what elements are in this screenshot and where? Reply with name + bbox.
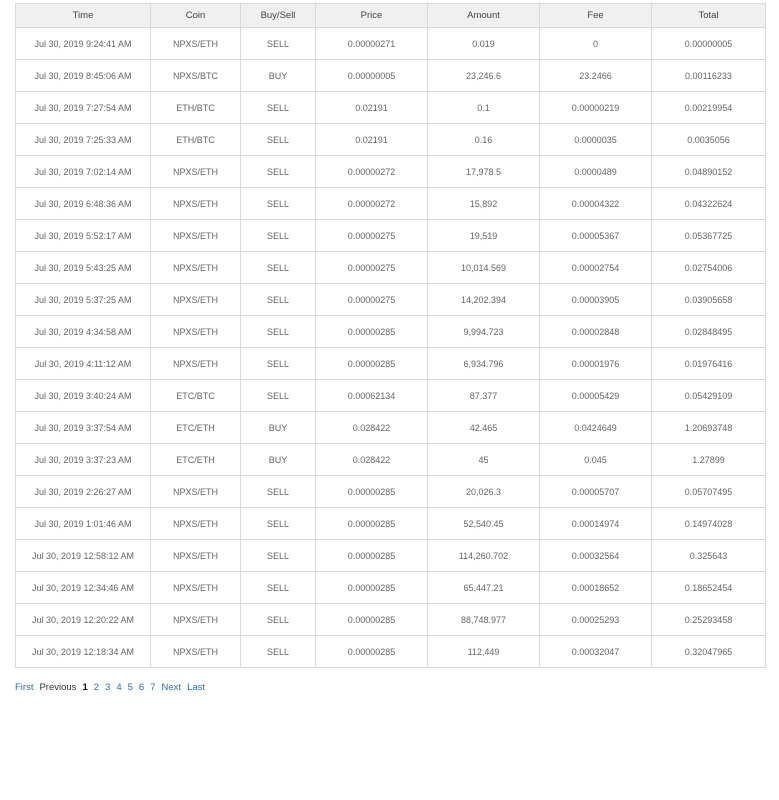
- cell-fee: 0.00003905: [540, 284, 652, 316]
- cell-time: Jul 30, 2019 8:45:06 AM: [16, 60, 151, 92]
- cell-side: SELL: [241, 28, 316, 60]
- column-header-total[interactable]: Total: [652, 4, 766, 28]
- cell-price: 0.00062134: [316, 380, 428, 412]
- table-row: [16, 572, 766, 604]
- cell-side: SELL: [241, 476, 316, 508]
- cell-amount: 17,978.5: [428, 156, 540, 188]
- cell-amount: 65,447.21: [428, 572, 540, 604]
- cell-side: SELL: [241, 220, 316, 252]
- cell-fee: 0.0000489: [540, 156, 652, 188]
- cell-time: Jul 30, 2019 12:20:22 AM: [16, 604, 151, 636]
- cell-total: 0.04890152: [652, 156, 766, 188]
- cell-fee: 0.0424649: [540, 412, 652, 444]
- cell-coin: NPXS/ETH: [151, 156, 241, 188]
- cell-total: 0.05367725: [652, 220, 766, 252]
- cell-side: BUY: [241, 412, 316, 444]
- cell-price: 0.02191: [316, 92, 428, 124]
- cell-time: Jul 30, 2019 4:11:12 AM: [16, 348, 151, 380]
- table-row: [16, 380, 766, 412]
- cell-price: 0.00000285: [316, 508, 428, 540]
- cell-side: SELL: [241, 252, 316, 284]
- cell-total: 0.05429109: [652, 380, 766, 412]
- cell-coin: NPXS/ETH: [151, 220, 241, 252]
- column-header-amount[interactable]: Amount: [428, 4, 540, 28]
- cell-amount: 0.1: [428, 92, 540, 124]
- cell-amount: 87.377: [428, 380, 540, 412]
- cell-coin: NPXS/ETH: [151, 316, 241, 348]
- cell-amount: 45: [428, 444, 540, 476]
- cell-time: Jul 30, 2019 5:37:25 AM: [16, 284, 151, 316]
- cell-time: Jul 30, 2019 6:48:36 AM: [16, 188, 151, 220]
- cell-coin: ETH/BTC: [151, 92, 241, 124]
- pagination: [15, 682, 205, 693]
- cell-coin: NPXS/ETH: [151, 252, 241, 284]
- cell-coin: NPXS/ETH: [151, 476, 241, 508]
- table-row: [16, 540, 766, 572]
- cell-time: Jul 30, 2019 12:34:46 AM: [16, 572, 151, 604]
- cell-time: Jul 30, 2019 5:43:25 AM: [16, 252, 151, 284]
- cell-side: SELL: [241, 604, 316, 636]
- cell-price: 0.00000272: [316, 156, 428, 188]
- cell-time: Jul 30, 2019 7:25:33 AM: [16, 124, 151, 156]
- cell-time: Jul 30, 2019 3:37:54 AM: [16, 412, 151, 444]
- cell-total: 1.27899: [652, 444, 766, 476]
- cell-fee: 0.00002754: [540, 252, 652, 284]
- cell-time: Jul 30, 2019 1:01:46 AM: [16, 508, 151, 540]
- cell-fee: 0.00025293: [540, 604, 652, 636]
- cell-coin: NPXS/ETH: [151, 508, 241, 540]
- cell-total: 1.20693748: [652, 412, 766, 444]
- cell-fee: 0.00002848: [540, 316, 652, 348]
- table-header: [16, 4, 766, 28]
- cell-total: 0.00116233: [652, 60, 766, 92]
- table-row: [16, 508, 766, 540]
- cell-price: 0.00000285: [316, 636, 428, 668]
- header-row: [16, 4, 766, 28]
- cell-side: SELL: [241, 316, 316, 348]
- cell-amount: 114,260.702: [428, 540, 540, 572]
- cell-side: SELL: [241, 124, 316, 156]
- cell-total: 0.01976416: [652, 348, 766, 380]
- cell-amount: 10,014.569: [428, 252, 540, 284]
- cell-amount: 112,449: [428, 636, 540, 668]
- cell-time: Jul 30, 2019 7:02:14 AM: [16, 156, 151, 188]
- table-row: [16, 636, 766, 668]
- cell-total: 0.25293458: [652, 604, 766, 636]
- cell-coin: NPXS/ETH: [151, 28, 241, 60]
- cell-total: 0.18652454: [652, 572, 766, 604]
- pagination-page-2[interactable]: 2: [93, 682, 100, 693]
- cell-total: 0.00000005: [652, 28, 766, 60]
- pagination-page-6[interactable]: 6: [138, 682, 145, 693]
- pagination-page-1[interactable]: 1: [82, 682, 88, 693]
- table-row: [16, 220, 766, 252]
- cell-coin: ETC/ETH: [151, 412, 241, 444]
- cell-total: 0.14974028: [652, 508, 766, 540]
- cell-side: SELL: [241, 284, 316, 316]
- table-row: [16, 604, 766, 636]
- cell-price: 0.00000285: [316, 348, 428, 380]
- cell-fee: 0: [540, 28, 652, 60]
- cell-side: SELL: [241, 348, 316, 380]
- cell-side: SELL: [241, 572, 316, 604]
- cell-coin: NPXS/ETH: [151, 636, 241, 668]
- table-row: [16, 444, 766, 476]
- pagination-first-link[interactable]: First: [15, 682, 34, 693]
- cell-side: SELL: [241, 636, 316, 668]
- table-row: [16, 476, 766, 508]
- cell-fee: 0.00001976: [540, 348, 652, 380]
- cell-price: 0.028422: [316, 444, 428, 476]
- cell-amount: 20,026.3: [428, 476, 540, 508]
- cell-price: 0.00000271: [316, 28, 428, 60]
- cell-fee: 0.00014974: [540, 508, 652, 540]
- cell-total: 0.05707495: [652, 476, 766, 508]
- cell-coin: NPXS/ETH: [151, 348, 241, 380]
- cell-amount: 52,540.45: [428, 508, 540, 540]
- cell-price: 0.00000285: [316, 540, 428, 572]
- cell-time: Jul 30, 2019 3:40:24 AM: [16, 380, 151, 412]
- cell-total: 0.03905658: [652, 284, 766, 316]
- cell-time: Jul 30, 2019 7:27:54 AM: [16, 92, 151, 124]
- cell-total: 0.02848495: [652, 316, 766, 348]
- cell-side: SELL: [241, 188, 316, 220]
- cell-fee: 0.00000219: [540, 92, 652, 124]
- table-row: [16, 412, 766, 444]
- cell-price: 0.00000285: [316, 572, 428, 604]
- cell-amount: 6,934.796: [428, 348, 540, 380]
- cell-price: 0.00000275: [316, 252, 428, 284]
- cell-fee: 0.0000035: [540, 124, 652, 156]
- trade-history-table-container: [15, 3, 765, 668]
- table-row: [16, 284, 766, 316]
- cell-amount: 23,246.6: [428, 60, 540, 92]
- cell-time: Jul 30, 2019 12:58:12 AM: [16, 540, 151, 572]
- cell-price: 0.00000275: [316, 220, 428, 252]
- column-header-buy-sell[interactable]: Buy/Sell: [241, 4, 316, 28]
- cell-amount: 42.465: [428, 412, 540, 444]
- cell-price: 0.00000285: [316, 604, 428, 636]
- table-row: [16, 28, 766, 60]
- cell-time: Jul 30, 2019 4:34:58 AM: [16, 316, 151, 348]
- cell-side: BUY: [241, 60, 316, 92]
- cell-side: SELL: [241, 540, 316, 572]
- trade-history-table: [15, 3, 766, 668]
- pagination-page-5[interactable]: 5: [127, 682, 133, 693]
- cell-fee: 0.00005429: [540, 380, 652, 412]
- column-header-coin[interactable]: Coin: [151, 4, 241, 28]
- pagination-page-3[interactable]: 3: [105, 682, 111, 693]
- cell-fee: 0.045: [540, 444, 652, 476]
- cell-total: 0.0035056: [652, 124, 766, 156]
- cell-amount: 9,994.723: [428, 316, 540, 348]
- table-body: [16, 28, 766, 668]
- cell-price: 0.00000005: [316, 60, 428, 92]
- cell-time: Jul 30, 2019 9:24:41 AM: [16, 28, 151, 60]
- cell-price: 0.028422: [316, 412, 428, 444]
- column-header-price[interactable]: Price: [316, 4, 428, 28]
- cell-coin: ETC/BTC: [151, 380, 241, 412]
- cell-fee: 0.00018652: [540, 572, 652, 604]
- cell-price: 0.00000285: [316, 476, 428, 508]
- cell-side: SELL: [241, 92, 316, 124]
- table-row: [16, 188, 766, 220]
- pagination-last-link[interactable]: Last: [187, 682, 206, 693]
- pagination-page-4[interactable]: 4: [116, 682, 122, 693]
- cell-side: SELL: [241, 508, 316, 540]
- pagination-next-link[interactable]: Next: [161, 682, 182, 693]
- cell-coin: ETH/BTC: [151, 124, 241, 156]
- table-row: [16, 60, 766, 92]
- cell-fee: 0.00004322: [540, 188, 652, 220]
- cell-coin: NPXS/ETH: [151, 604, 241, 636]
- cell-amount: 15,892: [428, 188, 540, 220]
- cell-total: 0.00219954: [652, 92, 766, 124]
- cell-time: Jul 30, 2019 3:37:23 AM: [16, 444, 151, 476]
- table-row: [16, 348, 766, 380]
- cell-price: 0.00000272: [316, 188, 428, 220]
- cell-price: 0.00000275: [316, 284, 428, 316]
- cell-side: SELL: [241, 156, 316, 188]
- cell-side: SELL: [241, 380, 316, 412]
- cell-price: 0.00000285: [316, 316, 428, 348]
- cell-time: Jul 30, 2019 12:18:34 AM: [16, 636, 151, 668]
- cell-fee: 0.00005367: [540, 220, 652, 252]
- table-row: [16, 252, 766, 284]
- cell-coin: ETC/ETH: [151, 444, 241, 476]
- table-row: [16, 156, 766, 188]
- cell-total: 0.04322624: [652, 188, 766, 220]
- pagination-page-7[interactable]: 7: [150, 682, 156, 693]
- cell-total: 0.02754006: [652, 252, 766, 284]
- cell-coin: NPXS/ETH: [151, 540, 241, 572]
- cell-time: Jul 30, 2019 5:52:17 AM: [16, 220, 151, 252]
- pagination-previous-link[interactable]: Previous: [39, 682, 77, 693]
- table-row: [16, 92, 766, 124]
- cell-fee: 0.00005707: [540, 476, 652, 508]
- cell-total: 0.325643: [652, 540, 766, 572]
- cell-coin: NPXS/BTC: [151, 60, 241, 92]
- cell-amount: 0.019: [428, 28, 540, 60]
- cell-amount: 88,748.977: [428, 604, 540, 636]
- cell-fee: 0.00032047: [540, 636, 652, 668]
- cell-fee: 23.2466: [540, 60, 652, 92]
- cell-price: 0.02191: [316, 124, 428, 156]
- cell-coin: NPXS/ETH: [151, 188, 241, 220]
- cell-amount: 14,202.394: [428, 284, 540, 316]
- cell-amount: 19,519: [428, 220, 540, 252]
- cell-amount: 0.16: [428, 124, 540, 156]
- cell-side: BUY: [241, 444, 316, 476]
- cell-time: Jul 30, 2019 2:26:27 AM: [16, 476, 151, 508]
- cell-total: 0.32047965: [652, 636, 766, 668]
- table-row: [16, 124, 766, 156]
- cell-coin: NPXS/ETH: [151, 284, 241, 316]
- column-header-fee[interactable]: Fee: [540, 4, 652, 28]
- table-row: [16, 316, 766, 348]
- column-header-time[interactable]: Time: [16, 4, 151, 28]
- cell-fee: 0.00032564: [540, 540, 652, 572]
- cell-coin: NPXS/ETH: [151, 572, 241, 604]
